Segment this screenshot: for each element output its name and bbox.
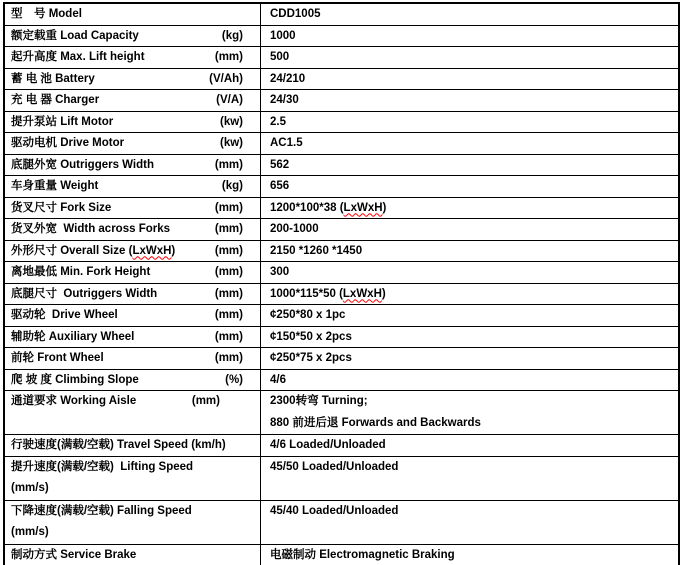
label-line: 额定载重 Load Capacity: [11, 29, 139, 42]
label-line: 外形尺寸 Overall Size (LxWxH): [11, 244, 176, 257]
spec-table: [3, 2, 680, 565]
table-row-drive-motor: [4, 133, 679, 155]
table-row-fork-size: [4, 197, 679, 219]
label-line: 起升高度 Max. Lift height: [11, 51, 145, 63]
table-row-lift-motor: [4, 111, 679, 133]
label-row-layout: [5, 501, 260, 544]
label-lines: [5, 219, 170, 240]
spec-label-cell: [4, 369, 261, 391]
label-lines: [5, 69, 95, 90]
spec-value-cell: [261, 197, 680, 219]
label-row-layout: [5, 47, 260, 68]
label-line: 前轮 Front Wheel: [11, 352, 104, 364]
value-line: 4/6: [270, 373, 286, 386]
label-row-layout: [5, 112, 260, 133]
spec-label-cell: [4, 391, 261, 435]
label-lines: [5, 155, 154, 176]
label-row-layout: [5, 284, 260, 305]
spec-label-cell: [4, 3, 261, 25]
value-line: 656: [270, 180, 290, 192]
spec-table-body: [4, 3, 679, 565]
unit-label: (mm): [214, 309, 243, 321]
table-row-outriggers-width: [4, 154, 679, 176]
unit-label: (kg): [221, 29, 243, 42]
spec-label-cell: [4, 544, 261, 565]
spec-value-cell: [261, 262, 680, 284]
label-line: 爬 坡 度 Climbing Slope: [11, 373, 139, 386]
label-lines: [5, 198, 111, 219]
label-row-layout: [5, 4, 260, 25]
spec-value-cell: [261, 133, 680, 155]
spec-label-cell: [4, 197, 261, 219]
unit-label: (mm): [214, 330, 243, 343]
label-row-layout: [5, 241, 260, 262]
label-line: 通道要求 Working Aisle: [11, 395, 137, 407]
value-line: ¢150*50 x 2pcs: [270, 330, 352, 343]
table-row-drive-wheel: [4, 305, 679, 327]
label-line: 底腿外宽 Outriggers Width: [11, 158, 155, 171]
spec-label-cell: [4, 240, 261, 262]
unit-label: (mm): [191, 395, 220, 407]
spec-label-cell: [4, 262, 261, 284]
spec-value-cell: [261, 348, 680, 370]
table-row-overall-size: [4, 240, 679, 262]
label-row-layout: [5, 262, 260, 283]
label-lines: [5, 391, 136, 413]
spec-value-cell: [261, 68, 680, 90]
table-row-travel-speed: [4, 435, 679, 457]
label-row-layout: [5, 26, 260, 47]
unit-label: (mm): [214, 51, 243, 63]
spellcheck-squiggle-text: LxWxH: [132, 244, 172, 257]
table-row-weight: [4, 176, 679, 198]
unit-label: (%): [225, 373, 243, 386]
label-lines: [5, 327, 134, 348]
spec-label-cell: [4, 47, 261, 69]
spec-label-cell: [4, 176, 261, 198]
spec-label-cell: [4, 283, 261, 305]
label-row-layout: [5, 457, 260, 500]
value-line: 1200*100*38 (LxWxH): [270, 201, 387, 214]
table-row-charger: [4, 90, 679, 112]
unit-label: (kg): [221, 180, 243, 192]
unit-label: (V/Ah): [209, 72, 243, 85]
spec-label-cell: [4, 25, 261, 47]
table-row-working-aisle: [4, 391, 679, 435]
value-line: 2150 *1260 *1450: [270, 244, 363, 257]
label-lines: [5, 26, 139, 47]
spec-label-cell: [4, 133, 261, 155]
value-line: 2300转弯 Turning;: [270, 395, 368, 407]
label-lines: [5, 545, 136, 565]
spec-label-cell: [4, 90, 261, 112]
value-line: 2.5: [270, 115, 286, 128]
spec-value-cell: [261, 283, 680, 305]
value-line: 500: [270, 51, 290, 63]
label-line: (mm/s): [11, 482, 49, 494]
label-line: 型 号 Model: [11, 8, 82, 20]
spec-label-cell: [4, 435, 261, 457]
table-row-width-across-forks: [4, 219, 679, 241]
table-row-outriggers-size: [4, 283, 679, 305]
value-line: 200-1000: [270, 223, 319, 235]
spec-value-cell: [261, 25, 680, 47]
label-line: 底腿尺寸 Outriggers Width: [11, 287, 158, 300]
label-lines: [5, 305, 118, 326]
label-line: 货叉尺寸 Fork Size: [11, 201, 112, 214]
label-row-layout: [5, 305, 260, 326]
value-line: 45/50 Loaded/Unloaded: [270, 460, 399, 473]
label-row-layout: [5, 198, 260, 219]
label-line: 驱动轮 Drive Wheel: [11, 309, 118, 321]
spec-label-cell: [4, 219, 261, 241]
spec-value-cell: [261, 3, 680, 25]
spec-value-cell: [261, 219, 680, 241]
label-lines: [5, 435, 226, 456]
label-lines: [5, 133, 124, 154]
spec-label-cell: [4, 500, 261, 544]
spellcheck-squiggle-text: LxWxH: [342, 287, 382, 300]
table-row-front-wheel: [4, 348, 679, 370]
label-row-layout: [5, 545, 260, 565]
spec-value-cell: [261, 305, 680, 327]
table-row-model: [4, 3, 679, 25]
spec-label-cell: [4, 326, 261, 348]
value-line: 45/40 Loaded/Unloaded: [270, 504, 399, 517]
label-row-layout: [5, 69, 260, 90]
label-line: 驱动电机 Drive Motor: [11, 137, 125, 149]
value-line: 24/210: [270, 72, 306, 85]
label-line: 充 电 器 Charger: [11, 94, 100, 106]
spec-label-cell: [4, 456, 261, 500]
label-row-layout: [5, 90, 260, 111]
unit-label: (mm): [214, 266, 243, 278]
label-row-layout: [5, 155, 260, 176]
label-lines: [5, 501, 192, 544]
label-line: 离地最低 Min. Fork Height: [11, 266, 151, 278]
label-line: 货叉外宽 Width across Forks: [11, 223, 171, 235]
label-lines: [5, 370, 139, 391]
spec-value-cell: [261, 326, 680, 348]
spec-label-cell: [4, 154, 261, 176]
value-line: AC1.5: [270, 137, 303, 149]
label-line: 行驶速度(满载/空载) Travel Speed (km/h): [11, 439, 226, 451]
label-line: 提升速度(满载/空载) Lifting Speed: [11, 460, 194, 473]
table-row-auxiliary-wheel: [4, 326, 679, 348]
spec-label-cell: [4, 348, 261, 370]
label-line: 制动方式 Service Brake: [11, 548, 137, 561]
unit-label: (mm): [214, 287, 243, 300]
spec-value-cell: [261, 240, 680, 262]
label-row-layout: [5, 435, 260, 456]
value-line: 880 前进后退 Forwards and Backwards: [270, 416, 481, 429]
label-line: (mm/s): [11, 526, 49, 538]
label-lines: [5, 457, 193, 500]
spec-value-cell: [261, 456, 680, 500]
label-lines: [5, 176, 98, 197]
unit-label: (mm): [214, 158, 243, 171]
label-lines: [5, 241, 175, 262]
spec-value-cell: [261, 500, 680, 544]
spec-value-cell: [261, 47, 680, 69]
value-line: 562: [270, 158, 290, 171]
unit-label: (V/A): [216, 94, 243, 106]
value-line: 4/6 Loaded/Unloaded: [270, 439, 386, 451]
spec-value-cell: [261, 544, 680, 565]
label-line: 下降速度(满载/空载) Falling Speed: [11, 504, 192, 517]
label-line: 蓄 电 池 Battery: [11, 72, 95, 85]
label-lines: [5, 4, 82, 25]
label-lines: [5, 90, 99, 111]
value-line: CDD1005: [270, 8, 321, 20]
spec-value-cell: [261, 90, 680, 112]
unit-label: (kw): [220, 137, 243, 149]
table-row-falling-speed: [4, 500, 679, 544]
label-row-layout: [5, 176, 260, 197]
table-row-lifting-speed: [4, 456, 679, 500]
label-lines: [5, 262, 150, 283]
table-row-battery: [4, 68, 679, 90]
label-row-layout: [5, 348, 260, 369]
spec-value-cell: [261, 391, 680, 435]
value-line: 24/30: [270, 94, 299, 106]
table-row-max-lift-height: [4, 47, 679, 69]
spellcheck-squiggle-text: LxWxH: [343, 201, 383, 214]
table-row-service-brake: [4, 544, 679, 565]
table-row-climbing-slope: [4, 369, 679, 391]
spec-value-cell: [261, 369, 680, 391]
label-line: 提升泵站 Lift Motor: [11, 115, 114, 128]
unit-label: (mm): [214, 223, 243, 235]
spec-value-cell: [261, 111, 680, 133]
label-lines: [5, 47, 145, 68]
unit-label: (mm): [214, 352, 243, 364]
label-row-layout: [5, 327, 260, 348]
spec-value-cell: [261, 176, 680, 198]
value-line: 300: [270, 266, 290, 278]
table-row-load-capacity: [4, 25, 679, 47]
label-row-layout: [5, 219, 260, 240]
label-row-layout: [5, 391, 260, 413]
value-line: ¢250*75 x 2pcs: [270, 352, 352, 364]
spec-value-cell: [261, 435, 680, 457]
value-line: 1000*115*50 (LxWxH): [270, 287, 386, 300]
label-row-layout: [5, 133, 260, 154]
label-row-layout: [5, 370, 260, 391]
label-lines: [5, 348, 104, 369]
spec-value-cell: [261, 154, 680, 176]
unit-label: (kw): [220, 115, 243, 128]
spec-label-cell: [4, 111, 261, 133]
value-line: ¢250*80 x 1pc: [270, 309, 346, 321]
label-line: 辅助轮 Auxiliary Wheel: [11, 330, 135, 343]
label-line: 车身重量 Weight: [11, 180, 99, 192]
table-row-min-fork-height: [4, 262, 679, 284]
label-lines: [5, 284, 157, 305]
unit-label: (mm): [214, 244, 243, 257]
value-line: 电磁制动 Electromagnetic Braking: [270, 548, 455, 561]
unit-label: (mm): [214, 201, 243, 214]
spec-label-cell: [4, 68, 261, 90]
spec-label-cell: [4, 305, 261, 327]
label-lines: [5, 112, 113, 133]
value-line: 1000: [270, 29, 296, 42]
